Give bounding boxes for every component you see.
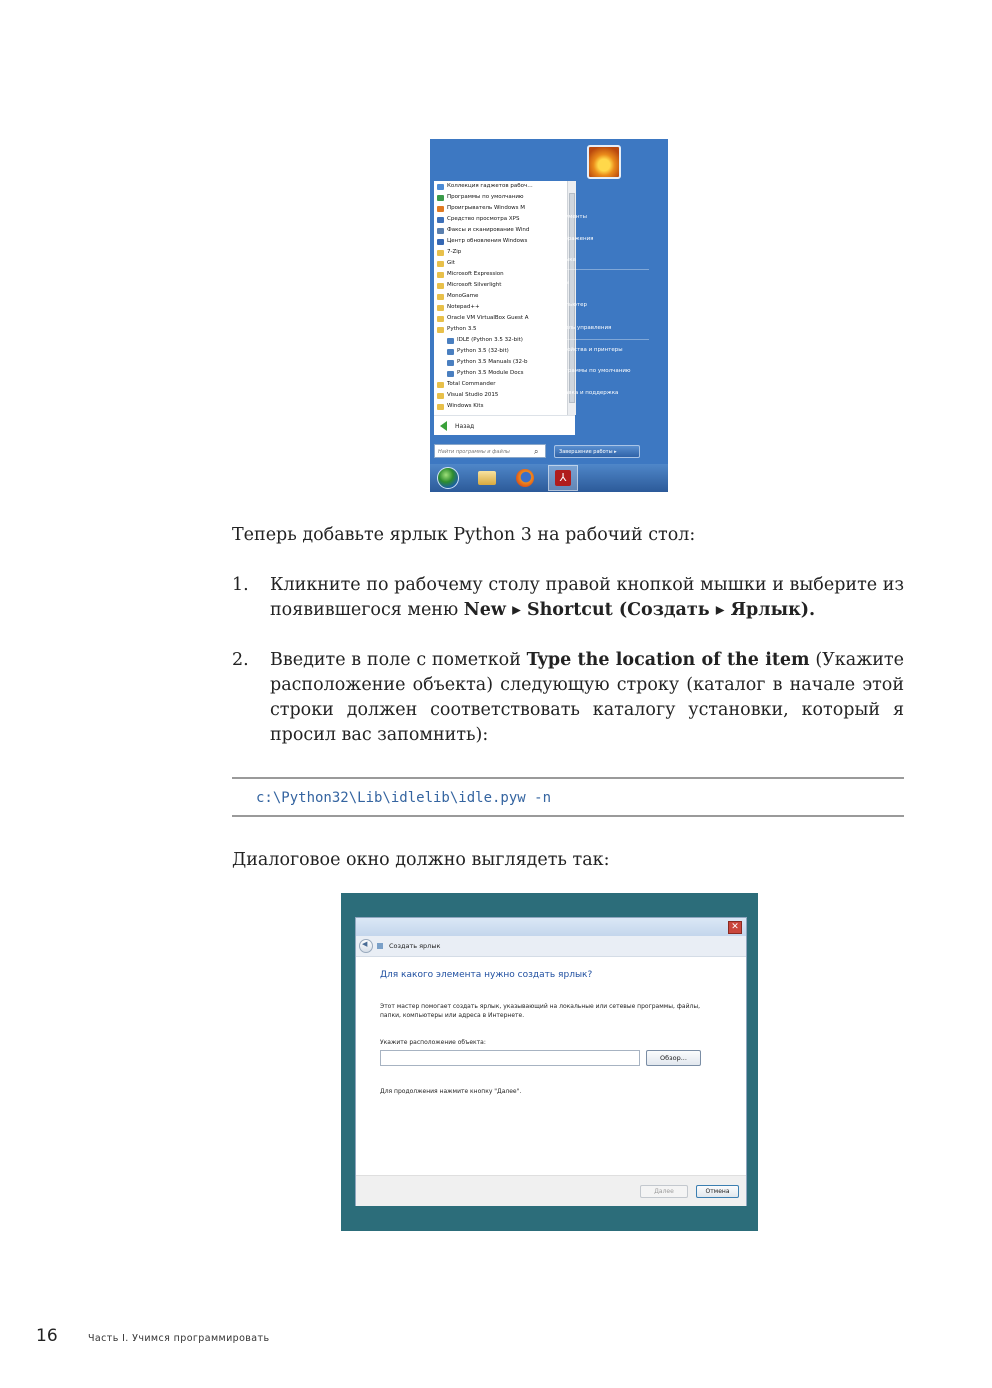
dialog-title: Создать ярлык (389, 942, 441, 950)
program-item[interactable] (434, 368, 567, 379)
program-icon (437, 184, 444, 190)
program-label: Python 3.5 (447, 326, 477, 332)
shortcut-icon (377, 943, 383, 949)
step-1 (232, 573, 904, 623)
program-item[interactable] (434, 291, 567, 302)
places-panel (551, 181, 664, 435)
program-item[interactable] (434, 236, 567, 247)
program-label: Средство просмотра XPS (447, 216, 520, 222)
python-shortcut-icon (447, 360, 454, 366)
program-item[interactable] (434, 225, 567, 236)
dialog-footer (356, 1175, 746, 1206)
program-label: Python 3.5 (32-bit) (457, 348, 509, 354)
program-label: MonoGame (447, 293, 479, 299)
python-shortcut-icon (447, 338, 454, 344)
intro-paragraph: Теперь добавьте ярлык Python 3 на рабочий стол: (232, 525, 696, 545)
start-menu-place-item[interactable]: Компьютер (554, 302, 587, 308)
firefox-icon (516, 469, 534, 487)
program-item[interactable] (434, 390, 567, 401)
taskbar-firefox-button[interactable] (512, 466, 538, 490)
program-icon (437, 217, 444, 223)
windows-orb-icon (437, 467, 459, 489)
program-item[interactable] (434, 346, 567, 357)
python-shortcut-icon (447, 371, 454, 377)
python-shortcut-icon (447, 349, 454, 355)
continue-hint: Для продолжения нажмите кнопку "Далее". (380, 1088, 522, 1095)
code-line: c:\Python32\Lib\idlelib\idle.pyw -n (256, 790, 552, 806)
folder-icon (478, 471, 496, 485)
step-text (270, 573, 904, 623)
program-label: Visual Studio 2015 (447, 392, 499, 398)
program-label: Microsoft Silverlight (447, 282, 502, 288)
program-item[interactable] (434, 258, 567, 269)
programs-list (434, 181, 567, 415)
program-label: Проигрыватель Windows M (447, 205, 526, 211)
next-button[interactable]: Далее (640, 1185, 688, 1198)
start-menu-place-item[interactable]: Музыка (554, 257, 576, 263)
start-menu-place-item[interactable]: Программы по умолчанию (554, 368, 631, 374)
program-item[interactable] (434, 247, 567, 258)
program-icon (437, 393, 444, 399)
menu-separator (554, 339, 649, 340)
user-avatar[interactable] (587, 145, 621, 179)
program-icon (437, 195, 444, 201)
dialog-titlebar (356, 918, 746, 936)
acrobat-icon: ⅄ (555, 470, 571, 486)
program-item[interactable] (434, 302, 567, 313)
running-head: Часть I. Учимся программировать (88, 1333, 270, 1344)
program-icon (437, 404, 444, 410)
program-icon (437, 294, 444, 300)
taskbar-acrobat-button[interactable] (548, 465, 578, 491)
page-number: 16 (36, 1326, 58, 1346)
dialog-description: Этот мастер помогает создать ярлык, указывающий на локальные или сетевые программы, файлы, папки, компьютеры или адреса в Интернете. (380, 1003, 700, 1019)
program-item[interactable] (434, 181, 567, 192)
program-label: Total Commander (447, 381, 496, 387)
dialog-heading: Для какого элемента нужно создать ярлык? (380, 970, 593, 980)
start-menu-place-item[interactable]: Справка и поддержка (554, 390, 619, 396)
program-item[interactable] (434, 379, 567, 390)
search-icon[interactable]: ⌕ (534, 447, 539, 456)
program-item[interactable] (434, 324, 567, 335)
step-1-menu-path: New ▸ Shortcut (Создать ▸ Ярлык). (463, 600, 816, 620)
back-label: Назад (455, 422, 475, 430)
program-label: Notepad++ (447, 304, 480, 310)
start-menu-place-item[interactable]: Игры (554, 280, 569, 286)
program-label: Программы по умолчанию (447, 194, 524, 200)
taskbar-explorer-button[interactable] (474, 466, 500, 490)
program-label: Oracle VM VirtualBox Guest A (447, 315, 529, 321)
start-menu-place-item[interactable]: Boo (554, 193, 565, 199)
program-icon (437, 327, 444, 333)
program-label: Windows Kits (447, 403, 484, 409)
location-input[interactable] (380, 1050, 640, 1066)
program-item[interactable] (434, 192, 567, 203)
program-label: Python 3.5 Module Docs (457, 370, 524, 376)
program-label: IDLE (Python 3.5 32-bit) (457, 337, 523, 343)
program-item[interactable] (434, 335, 567, 346)
program-icon (437, 272, 444, 278)
start-menu-place-item[interactable]: Изображения (554, 236, 594, 242)
program-icon (437, 305, 444, 311)
step-2-field-name: Type the location of the item (526, 650, 810, 670)
code-block (232, 777, 904, 817)
step-number: 2. (232, 650, 249, 670)
step-number: 1. (232, 575, 249, 595)
step-1-text: Кликните по рабочему столу правой кнопкой мышки и выберите из появившегося меню (270, 575, 904, 620)
program-item[interactable] (434, 401, 567, 412)
browse-button[interactable]: Обзор... (646, 1050, 701, 1066)
step-2 (232, 648, 904, 748)
program-label: Коллекция гаджетов рабоч… (447, 183, 533, 189)
step-2-text-a: Введите в поле с пометкой (270, 650, 527, 670)
create-shortcut-dialog (355, 917, 747, 1206)
program-label: 7-Zip (447, 249, 462, 255)
program-item[interactable] (434, 280, 567, 291)
program-label: Python 3.5 Manuals (32-b (457, 359, 528, 365)
program-label: Microsoft Expression (447, 271, 504, 277)
program-item[interactable] (434, 357, 567, 368)
program-icon (437, 283, 444, 289)
start-menu-place-item[interactable]: Панель управления (554, 325, 612, 331)
program-label: Факсы и сканирование Wind (447, 227, 530, 233)
shutdown-button[interactable]: Завершение работы ▸ (554, 445, 640, 458)
program-icon (437, 206, 444, 212)
program-label: Центр обновления Windows (447, 238, 528, 244)
program-item[interactable] (434, 214, 567, 225)
step-2-text-b: (Укажите расположение объекта) следующую строку (каталог в начале этой строки должен соответствовать каталогу установки, который я просил вас запомнить): (270, 650, 904, 745)
start-button[interactable] (435, 466, 461, 490)
program-icon (437, 250, 444, 256)
start-menu-screenshot (430, 139, 668, 492)
program-item[interactable] (434, 269, 567, 280)
program-icon (437, 261, 444, 267)
create-shortcut-screenshot (341, 893, 758, 1231)
start-menu-place-item[interactable]: Устройства и принтеры (554, 347, 623, 353)
start-menu-place-item[interactable]: Документы (554, 214, 587, 220)
back-arrow-icon: ◀ (362, 940, 368, 948)
program-item[interactable] (434, 203, 567, 214)
menu-separator (554, 269, 649, 270)
taskbar (430, 464, 668, 492)
location-label: Укажите расположение объекта: (380, 1039, 486, 1046)
program-label: Git (447, 260, 455, 266)
program-icon (437, 228, 444, 234)
start-search-input[interactable]: Найти программы и файлы (434, 444, 546, 458)
cancel-button[interactable]: Отмена (696, 1185, 739, 1198)
program-item[interactable] (434, 313, 567, 324)
close-button[interactable]: ✕ (728, 921, 742, 934)
step-text (270, 648, 904, 748)
program-icon (437, 382, 444, 388)
dialog-navbar (356, 936, 746, 957)
program-icon (437, 239, 444, 245)
dialog-intro-paragraph: Диалоговое окно должно выглядеть так: (232, 850, 610, 870)
program-icon (437, 316, 444, 322)
back-arrow-icon (440, 421, 447, 431)
